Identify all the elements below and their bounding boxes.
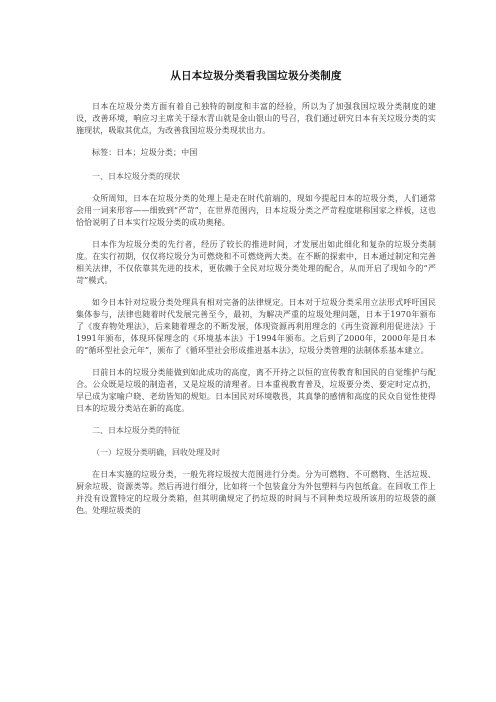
section-2-paragraph-1: 在日本实施的垃圾分类，一般先将垃圾按大范围进行分类。分为可燃物、不可燃物、生活垃圾、厨余垃圾、资源类等。然后再进行细分，比如将一个包装盒分为外包塑料与内包纸盒。在回收工作上并没有设置特定的垃圾分类箱，但其明确规定了扔垃圾的时间与不同种类垃圾所该用的垃圾袋的颜色。处理垃圾类的 bbox=[76, 470, 436, 515]
abstract-paragraph: 日本在垃圾分类方面有着自己独特的制度和丰富的经验，所以为了加强我国垃圾分类制度的建设，改善环境，响应习主席关于绿水青山就是金山银山的号召，我们通过研究日本有关垃圾分类的实施现状，吸取其优点，为改善我国垃圾分类现状出力。 bbox=[76, 102, 436, 135]
section-2-subheading-1: （一）垃圾分类明确，回收处理及时 bbox=[92, 448, 220, 457]
keywords-line: 标签：日本；垃圾分类；中国 bbox=[92, 148, 198, 157]
section-1-heading: 一、日本垃圾分类的现状 bbox=[92, 172, 180, 181]
section-1-paragraph-2: 日本作为垃圾分类的先行者，经历了较长的推进时间，才发展出如此细化和复杂的垃圾分类制度。在实行初期，仅仅将垃圾分为可燃烧和不可燃烧两大类。在不断的探索中，日本通过制定和完善相关法律，不仅依靠其先进的技术，更依赖于全民对垃圾分类处理的配合，从而开启了现如今的“严苛”模式。 bbox=[76, 240, 436, 285]
section-2-heading: 二、日本垃圾分类的特征 bbox=[92, 426, 180, 435]
document-title: 从日本垃圾分类看我国垃圾分类制度 bbox=[170, 70, 342, 82]
section-1-paragraph-1: 众所周知，日本在垃圾分类的处理上是走在时代前端的，现如今提起日本的垃圾分类，人们通常会用一词来形容——细致到“严苛”，在世界范围内，日本垃圾分类之严苛程度堪称国家之样板，这也恰恰说明了日本实行垃圾分类的成功奥秘。 bbox=[76, 194, 436, 227]
section-1-paragraph-3: 如今日本针对垃圾分类处理具有相对完备的法律规定。日本对于垃圾分类采用立法形式呼吁国民集体参与，法律也随着时代发展完善至今，最初，为解决严重的垃圾处理问题，日本于1970年颁布了《废弃物处理法》，后来随着理念的不断发展，体现资源再利用理念的《再生资源利用促进法》于1991年颁布，体现环保理念的《环境基本法》于1994年颁布。之后到了2000年，2000年是日本的“循环型社会元年”，颁布了《循环型社会形成推进基本法》，垃圾分类管理的法制体系基本建立。 bbox=[76, 298, 436, 355]
section-1-paragraph-4: 日前日本的垃圾分类能做到如此成功的高度，离不开持之以恒的宣传教育和国民的自觉维护与配合。公众既是垃圾的制造者，又是垃圾的清理者。日本重视教育普及，垃圾要分类、要定时定点扔，早已成为家喻户晓、老幼皆知的规矩。日本国民对环境敬畏，其真挚的感情和高度的民众自觉性使得日本的垃圾分类站在新的高度。 bbox=[76, 368, 436, 413]
